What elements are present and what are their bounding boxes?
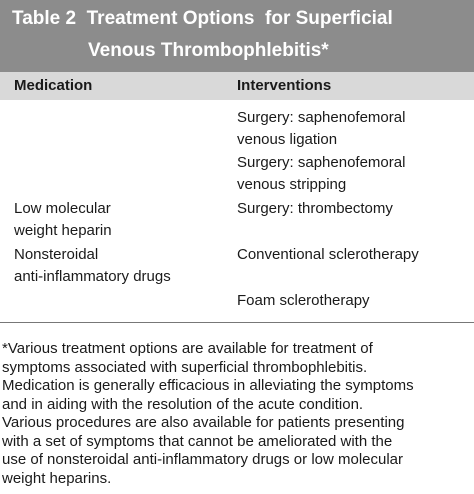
footnote-line: Medication is generally efficacious in alleviating the symptoms — [2, 377, 414, 394]
medication-item — [14, 244, 171, 288]
intervention-line: Surgery: thrombectomy — [237, 200, 393, 217]
footnote-line: weight heparins. — [2, 469, 112, 487]
footnote-line: Various procedures are also available for patients presenting — [2, 414, 405, 431]
medication-line: Nonsteroidal — [14, 246, 99, 263]
medication-item — [14, 198, 112, 242]
medication-line: anti-inflammatory drugs — [14, 268, 171, 285]
table-title-bar — [0, 0, 474, 72]
intervention-line: Surgery: saphenofemoral — [237, 109, 406, 126]
intervention-line: Foam sclerotherapy — [237, 292, 370, 309]
intervention-item — [237, 290, 370, 312]
intervention-item — [237, 152, 405, 196]
table-title-line-1: Table 2 Treatment Options for Superficial — [12, 8, 393, 29]
column-header-interventions: Interventions — [237, 77, 332, 94]
intervention-item — [237, 107, 405, 151]
table-title-line-2: Venous Thrombophlebitis* — [88, 40, 329, 61]
medication-line: Low molecular — [14, 200, 111, 217]
footnote-line: and in aiding with the resolution of the acute condition. — [2, 395, 364, 413]
intervention-item — [237, 244, 419, 266]
footnote-line: use of nonsteroidal anti-inflammatory drugs or low molecular — [2, 451, 404, 468]
intervention-item — [237, 198, 393, 220]
intervention-line: Surgery: saphenofemoral — [237, 154, 406, 171]
footnote-line: with a set of symptoms that cannot be ameliorated with the — [2, 432, 393, 450]
intervention-line: venous stripping — [237, 176, 347, 193]
column-header-medication: Medication — [14, 77, 93, 94]
footnote-line: *Various treatment options are available for treatment of — [2, 340, 373, 357]
intervention-line: venous ligation — [237, 131, 338, 148]
table-header-row — [0, 72, 474, 100]
medication-line: weight heparin — [14, 222, 112, 239]
intervention-line: Conventional sclerotherapy — [237, 246, 419, 263]
footnote-line: symptoms associated with superficial thrombophlebitis. — [2, 358, 368, 376]
table-footnote — [2, 340, 472, 488]
